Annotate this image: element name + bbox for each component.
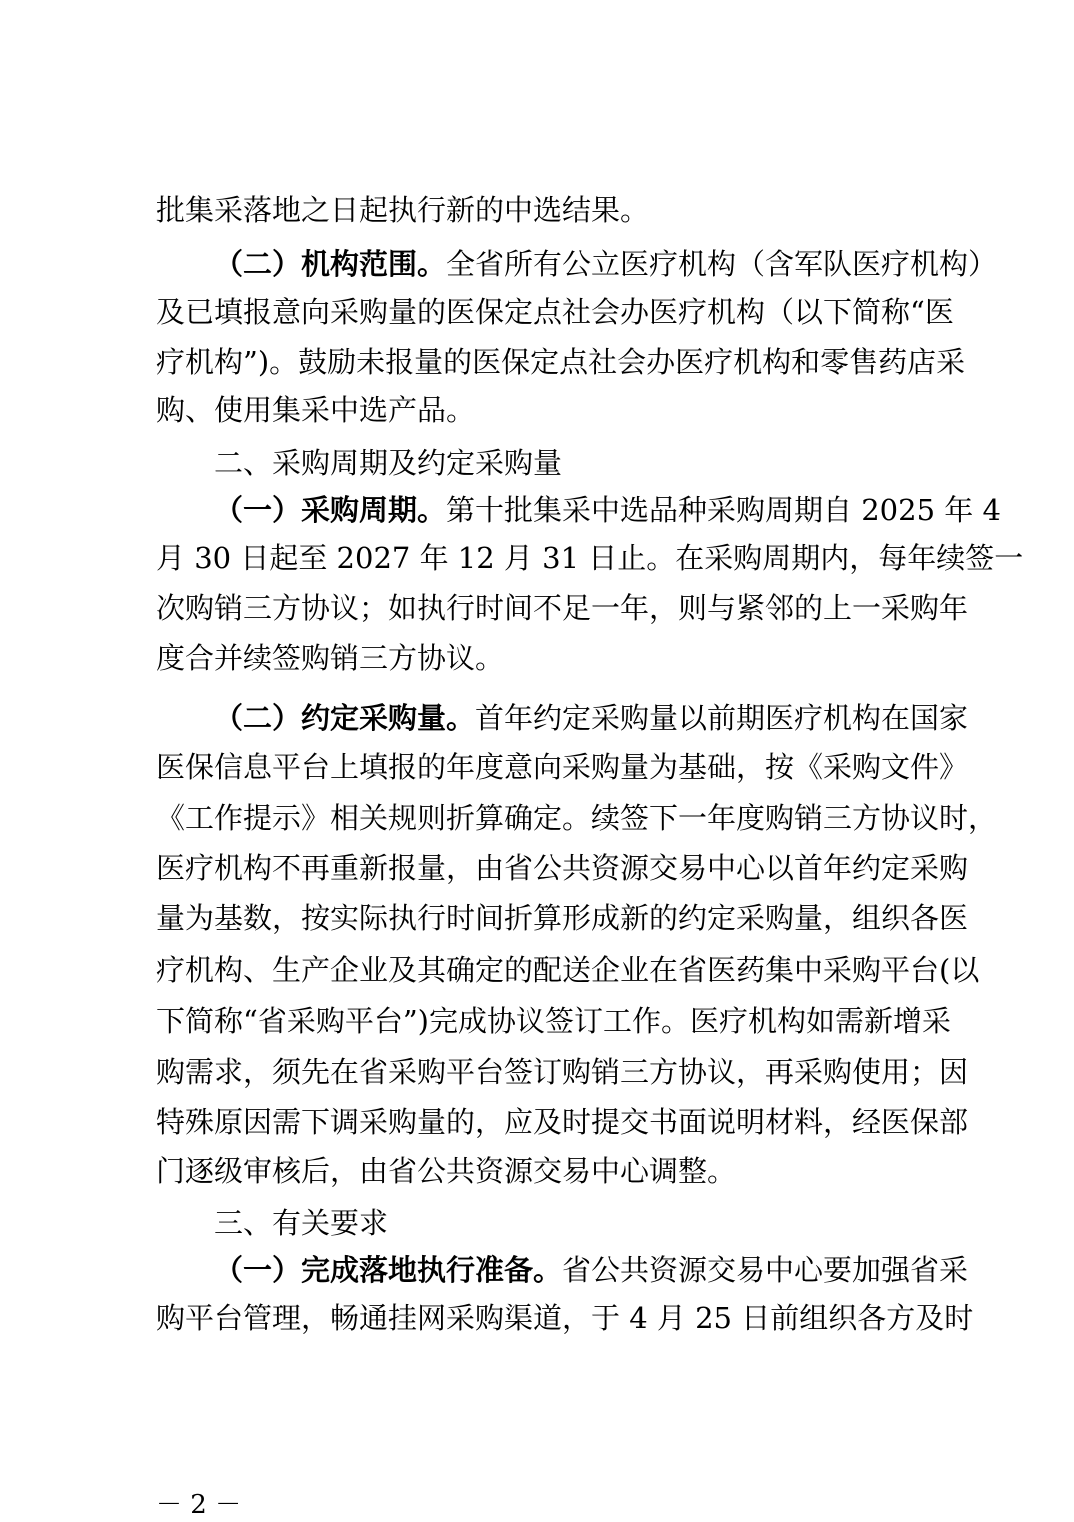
text-line: 购需求，须先在省采购平台签订购销三方协议，再采购使用；因 (156, 1055, 969, 1089)
paragraph-first-line (214, 244, 998, 284)
text-run: 全省所有公立医疗机构（含军队医疗机构） (446, 247, 998, 281)
paragraph-first-line (214, 1250, 969, 1290)
text-run: 省公共资源交易中心要加强省采 (562, 1253, 969, 1287)
text-run: 首年约定采购量以前期医疗机构在国家 (475, 701, 969, 735)
text-line: 购、使用集采中选产品。 (156, 393, 476, 427)
text-line: 疗机构、生产企业及其确定的配送企业在省医药集中采购平台(以 (156, 953, 980, 987)
subsection-label: （二）约定采购量。 (214, 701, 476, 735)
page-number: － 2 － (156, 1490, 242, 1520)
subsection-label: （一）采购周期。 (214, 493, 447, 527)
text-line: 购平台管理，畅通挂网采购渠道，于 4 月 25 日前组织各方及时 (156, 1301, 974, 1335)
text-line: 门逐级审核后，由省公共资源交易中心调整。 (156, 1154, 737, 1188)
text-line: 下简称“省采购平台”)完成协议签订工作。医疗机构如需新增采 (156, 1004, 951, 1038)
section-heading: 三、有关要求 (214, 1206, 389, 1240)
paragraph-first-line (214, 698, 969, 738)
text-line: 医保信息平台上填报的年度意向采购量为基础，按《采购文件》 (156, 750, 969, 784)
text-line: 月 30 日起至 2027 年 12 月 31 日止。在采购周期内，每年续签一 (156, 541, 1024, 575)
text-line: 医疗机构不再重新报量，由省公共资源交易中心以首年约定采购 (156, 851, 969, 885)
text-line: 特殊原因需下调采购量的，应及时提交书面说明材料，经医保部 (156, 1105, 969, 1139)
text-line: 疗机构”)。鼓励未报量的医保定点社会办医疗机构和零售药店采 (156, 345, 966, 379)
subsection-label: （二）机构范围。 (214, 247, 447, 281)
text-line: 及已填报意向采购量的医保定点社会办医疗机构（以下简称“医 (156, 295, 954, 329)
subsection-label: （一）完成落地执行准备。 (214, 1253, 563, 1287)
section-heading: 二、采购周期及约定采购量 (214, 446, 563, 480)
text-line: 度合并续签购销三方协议。 (156, 641, 505, 675)
text-line: 批集采落地之日起执行新的中选结果。 (156, 193, 650, 227)
text-line: 《工作提示》相关规则折算确定。续签下一年度购销三方协议时， (156, 801, 998, 835)
text-line: 量为基数，按实际执行时间折算形成新的约定采购量，组织各医 (156, 901, 969, 935)
paragraph-first-line (214, 490, 1001, 530)
text-line: 次购销三方协议；如执行时间不足一年，则与紧邻的上一采购年 (156, 591, 969, 625)
text-run: 第十批集采中选品种采购周期自 2025 年 4 (446, 493, 1001, 527)
